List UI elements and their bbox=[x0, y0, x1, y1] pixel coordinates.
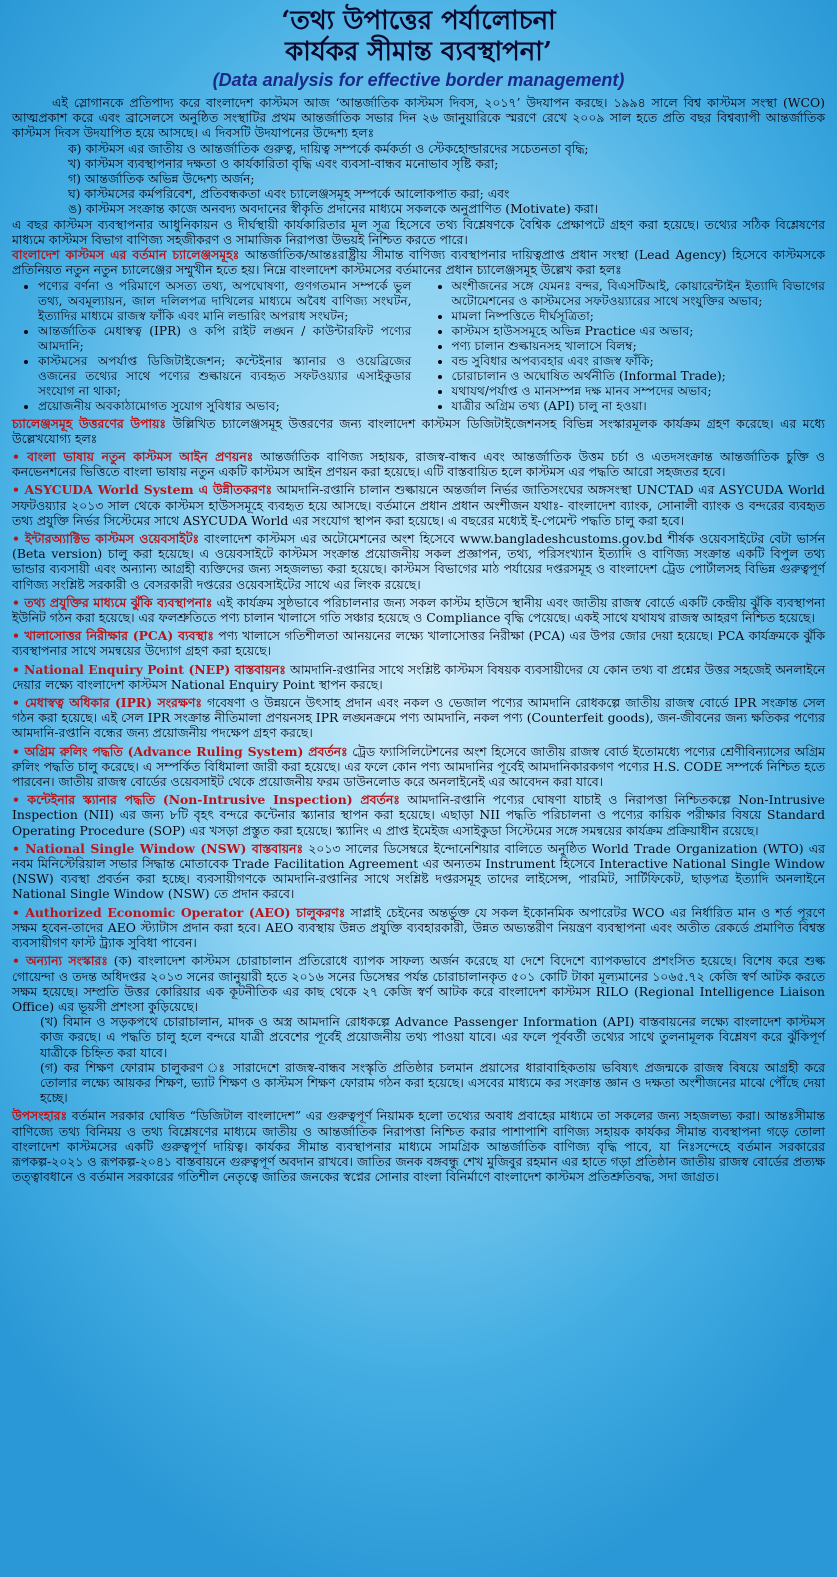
challenge-item: • পণ্য চালান শুল্কায়নসহ খালাসে বিলম্ব; bbox=[452, 339, 826, 354]
reform-text: ২০১৩ সালের ডিসেম্বরে ইন্দোনেশিয়ার বালিতে অনুষ্ঠিত World Trade Organization (WTO) এর নবম মিনিস্টেরিয়াল সভার সিদ্ধান্ত মোতাবেক Trade Facilitation Agreement এর অন্যতম Instrument হিসেবে Interactive National Single Window (NSW) ব্যবস্থা প্রবর্তন করা হচ্ছে। ব্যবসায়ীগণকে আমদানি-রপ্তানির সাথে সংশ্লিষ্ট দপ্তরসমূহ তাদের লাইসেন্স, পারমিট, সার্টিফিকেট, ছাড়পত্র ইত্যাদি অনলাইনে National Single Window (NSW) তে প্রদান করবে। bbox=[12, 840, 825, 902]
reform-text: আমদানি-রপ্তানির সাথে সংশ্লিষ্ট কাস্টমস বিষয়ক ব্যবসায়ীদের যে কোন তথ্য বা প্রশ্নের উত্তর সহজেই অনলাইনে দেয়ার লক্ষ্যে বাংলাদেশ কাস্টমস National Enquiry Point স্থাপন করছে। bbox=[12, 661, 825, 692]
reform-text: আমদানি-রপ্তানি পণ্যের ঘোষণা যাচাই ও নিরাপত্তা নিশ্চিতকল্পে Non-Intrusive Inspection (NII) এর জন্য ৮টি বৃহৎ বন্দরে কন্টেনার স্ক্যানার স্থাপন করা হয়েছে। এছাড়া NII পদ্ধতি পরিচালনা ও পণ্যের কায়িক পরীক্ষার বিষয়ে Standard Operating Procedure (SOP) এর খসড়া প্রস্তুত করা হয়েছে। স্ক্যানিং এ প্রাপ্ত ইমেইজ এসাইকুডা সিস্টেমের সঙ্গে সমন্বয়ের কার্যক্রম প্রক্রিয়াধীন রয়েছে। bbox=[12, 792, 825, 838]
reform-item bbox=[12, 482, 825, 528]
challenge-item: • কাস্টমস হাউসসমূহে অভিন্ন Practice এর অভাব; bbox=[452, 324, 826, 339]
challenges-left-column bbox=[12, 279, 412, 413]
bullet-icon: • bbox=[12, 482, 20, 498]
reform-text: ট্রেড ফ্যাসিলিটেশনের অংশ হিসেবে জাতীয় রাজস্ব বোর্ড ইতোমধ্যে পণ্যের শ্রেণীবিন্যাসের অগ্রিম রুলিং পদ্ধতি চালু করেছে। এ সম্পর্কিত বিধিমালা জারী করা হয়েছে। এর ফলে কোন পণ্য আমদানির পূর্বেই আমদানিকারকগণ পণ্যের H.S. CODE সম্পর্কে নিশ্চিত হতে পারবেন। জাতীয় রাজস্ব বোর্ডের ওয়েবসাইট থেকে প্রয়োজনীয় ফরম ডাউনলোড করে অনলাইনেই এর আবেদন করা যাবে। bbox=[12, 743, 825, 790]
reform-text: গবেষণা ও উন্নয়নে উৎসাহ প্রদান এবং নকল ও ভেজাল পণ্যের আমদানি রোধকল্পে জাতীয় রাজস্ব বোর্ডে IPR সংক্রান্ত সেল গঠন করা হয়েছে। এই সেল IPR সংক্রান্ত নীতিমালা প্রণয়নসহ IPR লঙ্ঘনক্রমে পণ্য আমদানি, নকল পণ্য (Counterfeit goods), জন-জীবনের জন্য ক্ষতিকর পণ্যের আমদানি-রপ্তানি বন্ধের জন্য প্রয়োজনীয় পদক্ষেপ গ্রহণ করছে। bbox=[12, 695, 825, 741]
objective-item: খ) কাস্টমস ব্যবস্থাপনার দক্ষতা ও কার্যকারিতা বৃদ্ধি এবং ব্যবসা-বান্ধব মনোভাব সৃষ্টি করা; bbox=[68, 155, 499, 171]
reform-text: বাংলাদেশ কাস্টমস এর অটোমেশনের অংশ হিসেবে www.bangladeshcustoms.gov.bd শীর্ষক ওয়েবসাইটের বেটা ভার্সন (Beta version) চালু করা হয়েছে। এ ওয়েবসাইটে কাস্টমস সংক্রান্ত প্রয়োজনীয় সকল প্রজ্ঞাপন, তথ্য, পরিসংখ্যান ইত্যাদি ও বাণিজ্য সংক্রান্ত একটি বিপুল তথ্য ভান্ডার ব্যবসায়ী এবং অন্যান্য আগ্রহী ব্যক্তিদের জন্য সহজলভ্য করা হয়েছে। কাস্টমস বিভাগের মাঠ পর্যায়ের দপ্তরসমূহ ও বাংলাদেশ ট্রেড পোর্টালসহ বিভিন্ন গুরুত্বপূর্ণ বাণিজ্য সংশ্লিষ্ট সরকারী ও বেসরকারী দপ্তরের ওয়েবসাইটের সাথে এর লিংক রয়েছে। bbox=[12, 531, 825, 592]
reform-heading: তথ্য প্রযুক্তির মাধ্যমে ঝুঁকি ব্যবস্থাপনাঃ bbox=[24, 594, 213, 610]
reform-heading: National Single Window (NSW) বাস্তবায়নঃ bbox=[25, 840, 304, 856]
challenge-item: • বন্ড সুবিধার অপব্যবহার এবং রাজস্ব ফাঁকি; bbox=[452, 354, 826, 369]
bullet-icon: • bbox=[12, 628, 20, 644]
bullet-icon: • bbox=[12, 743, 20, 759]
reform-item bbox=[12, 595, 825, 625]
reforms-list bbox=[12, 449, 825, 1105]
challenges-heading: বাংলাদেশ কাস্টমস এর বর্তমান চ্যালেঞ্জসমূহঃ bbox=[12, 247, 240, 263]
reform-item bbox=[12, 792, 825, 838]
reform-item bbox=[12, 662, 825, 692]
reform-heading: ইন্টারঅ্যাক্টিভ কাস্টমস ওয়েবসাইটঃ bbox=[24, 531, 200, 547]
reform-text: সাপ্লাই চেইনের অন্তর্ভুক্ত যে সকল ইকোনমিক অপারেটর WCO এর নির্ধারিত মান ও শর্ত পূরণে সক্ষম হবেন-তাদের AEO স্ট্যাটাস প্রদান করা হবে। AEO ব্যবস্থায় উন্নত প্রযুক্তি ব্যবহারকারী, উন্নত অভ্যন্তরীণ নিয়ন্ত্রণ ব্যবস্থাপনা এবং অতীত রেকর্ডে প্রমাণিত বিশ্বস্ত ব্যবসায়ীগণ ফাস্ট ট্র্যাক সুবিধা পাবেন। bbox=[12, 904, 825, 951]
objective-item: গ) আন্তর্জাতিক অভিন্ন উদ্দেশ্য অর্জন; bbox=[68, 171, 255, 187]
reform-heading: বাংলা ভাষায় নতুন কাস্টমস আইন প্রণয়নঃ bbox=[27, 449, 254, 464]
reform-heading: ASYCUDA World System এ উন্নীতকরণঃ bbox=[24, 482, 273, 498]
challenge-item: • মামলা নিষ্পত্তিতে দীর্ঘসূত্রিতা; bbox=[452, 309, 826, 324]
bullet-icon: • bbox=[12, 953, 20, 969]
subtitle: (Data analysis for effective border management) bbox=[212, 70, 625, 90]
reform-heading: খালাসোত্তর নিরীক্ষার (PCA) ব্যবস্থাঃ bbox=[24, 628, 214, 644]
bullet-icon: • bbox=[12, 792, 20, 808]
reform-heading: Authorized Economic Operator (AEO) চালুকরণঃ bbox=[25, 904, 346, 920]
reform-text: এই কার্যক্রম সুষ্ঠভাবে পরিচালনার জন্য সকল কাস্টম হাউসে স্থানীয় এবং জাতীয় রাজস্ব বোর্ডে একটি কেন্দ্রীয় ঝুঁকি ব্যবস্থাপনা ইউনিট গঠন করা হয়েছে। এর ফলশ্রুতিতে পণ্য চালান খালাসে গতি সঞ্চার হয়েছে ও Compliance বৃদ্ধি পেয়েছে। একই সাথে যথাযথ রাজস্ব আহরণ নিশ্চিত হয়েছে। bbox=[12, 594, 825, 626]
bullet-icon: • bbox=[12, 531, 20, 547]
reform-item bbox=[12, 449, 825, 479]
reform-item bbox=[12, 953, 825, 1014]
intro-paragraph: এই স্লোগানকে প্রতিপাদ্য করে বাংলাদেশ কাস্টমস আজ ‘আন্তর্জাতিক কাস্টমস দিবস, ২০১৭’ উদযাপন করছে। ১৯৯৪ সালে বিশ্ব কাস্টমস সংস্থা (WCO) আত্মপ্রকাশ করে এবং ব্রাসেলসে অনুষ্ঠিত সংস্থাটির প্রথম আন্তর্জাতিক সভার দিন ২৬ জানুয়ারিকে স্মরণে রেখে ২০০৯ সাল হতে প্রতি বছর বিশ্বব্যাপী আন্তর্জাতিক কাস্টমস দিবস উদযাপিত হয়ে আসছে। এ দিবসটি উদযাপনের উদ্দেশ্য হলঃ bbox=[12, 95, 825, 141]
reform-text: (ক) বাংলাদেশ কাস্টমস চোরাচালান প্রতিরোধে ব্যাপক সাফল্য অর্জন করেছে যা দেশে বিদেশে ব্যাপকভাবে প্রশংসিত হয়েছে। বিশেষ করে শুল্ক গোয়েন্দা ও তদন্ত অধিদপ্তর ২০১৩ সনের জানুয়ারী হতে ২০১৬ সনের ডিসেম্বর পর্যন্ত চোরাচালানকৃত ৫০১ কোটি টাকা মূল্যমানের ১০৬৫.৭২ কেজি স্বর্ণ আটক করতে সক্ষম হয়েছে। সম্প্রতি উত্তর কোরিয়ার এক কূটনীতিক এর কাছ থেকে ২৭ কেজি স্বর্ণ আটক করে বাংলাদেশ কাস্টমস RILO (Regional Intelligence Liaison Office) এর ভূয়সী প্রশংসা কুড়িয়েছে। bbox=[12, 953, 826, 1014]
remedy-heading: চ্যালেঞ্জসমূহ উত্তরণের উপায়ঃ bbox=[12, 415, 166, 431]
reform-item bbox=[12, 841, 825, 902]
challenge-item: • কাস্টমসের অপর্যাপ্ত ডিজিটাইজেশন; কন্টেইনার স্ক্যানার ও ওয়েব্রিজের ওজনের তথ্যের সাথে পণ্যের শুল্কায়নে ব্যবহৃত সফটওয়্যার এসাইকুডার সংযোগ না থাকা; bbox=[38, 354, 412, 399]
challenge-item: • প্রয়োজনীয় অবকাঠামোগত সুযোগ সুবিধার অভাব; bbox=[38, 399, 412, 414]
bullet-icon: • bbox=[12, 449, 20, 464]
challenge-item: • অংশীজনের সঙ্গে যেমনঃ বন্দর, বিএসটিআই, কোয়ারেন্টাইন ইত্যাদি বিভাগের অটোমেশনের ও কাস্টমসের সফটওয়্যারের সাথে সংযুক্তির অভাব; bbox=[452, 279, 826, 309]
reform-item bbox=[12, 744, 825, 790]
conclusion-paragraph bbox=[12, 1108, 825, 1184]
challenge-item: • যথাযথ/পর্যাপ্ত ও মানসম্পন্ন দক্ষ মানব সম্পদের অভাব; bbox=[452, 384, 826, 399]
objective-item: ঙ) কাস্টমস সংক্রান্ত কাজে অনবদ্য অবদানের স্বীকৃতি প্রদানের মাধ্যমে সকলকে অনুপ্রাণিত (Motivate) করা। bbox=[68, 201, 599, 217]
reform-heading: অন্যান্য সংস্কারঃ bbox=[25, 953, 108, 969]
reform-heading: কন্টেইনার স্ক্যানার পদ্ধতি (Non-Intrusive Inspection) প্রবর্তনঃ bbox=[27, 792, 400, 808]
bullet-icon: • bbox=[12, 695, 20, 711]
challenge-item: • যাত্রীর অগ্রিম তথ্য (API) চালু না হওয়া। bbox=[452, 399, 826, 414]
bullet-icon: • bbox=[12, 904, 20, 920]
title-line-1: ‘তথ্য উপাত্তের পর্যালোচনা bbox=[281, 6, 556, 36]
reform-text: আন্তর্জাতিক বাণিজ্য সহায়ক, রাজস্ব-বান্ধব এবং আন্তর্জাতিক উত্তম চর্চা ও এতদসংক্রান্ত আন্তর্জাতিক চুক্তি ও কনভেনশনের ভিত্তিতে বাংলা ভাষায় নতুন একটি কাস্টমস আইন প্রণয়ন করা হয়েছে। এটি বাস্তবায়িত হলে কাস্টমস এর পদ্ধতি আরো সহজতর হবে। bbox=[12, 449, 825, 480]
challenges-columns bbox=[12, 279, 825, 413]
reform-heading: অগ্রিম রুলিং পদ্ধতি (Advance Ruling System) প্রবর্তনঃ bbox=[24, 743, 348, 759]
objectives-list bbox=[12, 141, 825, 217]
after-objectives-paragraph: এ বছর কাস্টমস ব্যবস্থাপনার আধুনিকায়ন ও দীর্ঘস্থায়ী কার্যকারিতার মূল সূত্র হিসেবে তথ্য বিশ্লেষণকে বৈশ্বিক প্রেক্ষাপটে গ্রহণ করা হয়েছে। তথ্যের সঠিক বিশ্লেষণের মাধ্যমে কাস্টমস বিভাগ বাণিজ্য সহজীকরণ ও সামাজিক নিরাপত্তা উভয়ই নিশ্চিত করতে পারে। bbox=[12, 216, 825, 247]
bullet-icon: • bbox=[12, 840, 20, 856]
reform-item bbox=[12, 531, 825, 592]
remedy-intro: উল্লিখিত চ্যালেঞ্জসমূহ উত্তরণের জন্য বাংলাদেশ কাস্টমস ডিজিটাইজেশনসহ বিভিন্ন সংস্কারমূলক কার্যক্রম গ্রহণ করেছে। এর মধ্যে উল্লেখযোগ্য হলঃ bbox=[12, 415, 825, 446]
challenge-item: • পণ্যের বর্ণনা ও পরিমাণে অসত্য তথ্য, অপঘোষণা, গুণগতমান সম্পর্কে ভুল তথ্য, অবমূল্যায়ন, জাল দলিলপত্র দাখিলের মাধ্যমে অবৈধ বাণিজ্য সংঘটন, ইত্যাদির মাধ্যমে রাজস্ব ফাঁকি এবং মানি লন্ডারিং অপরাধ সংঘটন; bbox=[38, 279, 412, 324]
challenges-right-column bbox=[426, 279, 826, 413]
conclusion-text: বর্তমান সরকার ঘোষিত “ডিজিটাল বাংলাদেশ” এর গুরুত্বপূর্ণ নিয়ামক হলো তথ্যের অবাধ প্রবাহের মাধ্যমে তা সকলের জন্য সহজলভ্য করা। আন্তঃসীমান্ত বাণিজ্যে তথ্য বিনিময় ও তথ্য বিশ্লেষণের মাধ্যমে জাতীয় ও আন্তর্জাতিক নিরাপত্তা নিশ্চিত করার পাশাপাশি বাণিজ্য সহায়ক কার্যকর সীমান্ত ব্যবস্থাপনা গড়ে তোলা বাংলাদেশ কাস্টমসের একটি গুরুত্বপূর্ণ দায়িত্ব। কার্যকর সীমান্ত ব্যবস্থাপনার মাধ্যমে সামগ্রিক আন্তর্জাতিক বাণিজ্য বৃদ্ধি পাবে, যা নিঃসন্দেহে বর্তমান সরকারের রূপকল্প-২০২১ ও রূপকল্প-২০৪১ বাস্তবায়নে গুরুত্বপূর্ণ অবদান রাখবে। জাতির জনক বঙ্গবন্ধু শেখ মুজিবুর রহমান এর হাতে গড়া প্রতিষ্ঠান জাতীয় রাজস্ব বোর্ডের প্রত্যক্ষ তত্ত্বাবধানে ও বর্তমান সরকারের গতিশীল নেতৃত্বে জাতির জনকের স্বপ্নের সোনার বাংলা বিনির্মাণে বাংলাদেশ কাস্টমস প্রতিশ্রুতিবদ্ধ, সদা জাগ্রত। bbox=[12, 1108, 825, 1185]
reform-item bbox=[12, 628, 825, 658]
other-reform-kha: (খ) বিমান ও সড়কপথে চোরাচালান, মাদক ও অস্ত্র আমদানি রোধকল্পে Advance Passenger Information (API) বাস্তবায়নের লক্ষ্যে বাংলাদেশ কাস্টমস কাজ করছে। এ পদ্ধতি চালু হলে বন্দরে যাত্রী প্রবেশের পূর্বেই প্রয়োজনীয় তথ্য পাওয়া যাবে। এর ফলে পূর্ববর্তী তথ্যের সাথে তুলনামূলক বিশ্লেষণ করে ঝুঁকিপূর্ণ যাত্রীকে চিহ্নিত করা যাবে। bbox=[40, 1014, 825, 1060]
reform-item bbox=[12, 905, 825, 951]
reform-text: পণ্য খালাসে গতিশীলতা আনয়নের লক্ষ্যে খালাসোত্তর নিরীক্ষা (PCA) এর উপর জোর দেয়া হয়েছে। PCA কার্যক্রমকে ঝুঁকি ব্যবস্থাপনার সাথে সমন্বয়ের উদ্যোগ গ্রহণ করা হয়েছে। bbox=[12, 628, 825, 659]
objective-item: ক) কাস্টমস এর জাতীয় ও আন্তর্জাতিক গুরুত্ব, দায়িত্ব সম্পর্কে কর্মকর্তা ও স্টেকহোল্ডারদের সচেতনতা বৃদ্ধি; bbox=[68, 140, 589, 156]
other-reform-ga: (গ) কর শিক্ষণ ফোরাম চালুকরণ ঃ সারাদেশে রাজস্ব-বান্ধব সংস্কৃতি প্রতিষ্ঠার চলমান প্রয়াসের ধারাবাহিকতায় ভবিষ্যৎ প্রজন্মকে রাজস্ব বিষয়ে আগ্রহী করে তোলার লক্ষ্যে আয়কর শিক্ষণ, ভ্যাট শিক্ষণ ও কাস্টমস শিক্ষণ ফোরাম গঠন করা হয়েছে। এসবের মাধ্যমে কর সংক্রান্ত জ্ঞান ও দক্ষতা অংশীজনের মাঝে পৌঁছে দেয়া হচ্ছে। bbox=[40, 1059, 825, 1106]
bullet-icon: • bbox=[12, 661, 20, 677]
bullet-icon: • bbox=[12, 594, 20, 610]
title-line-2: কার্যকর সীমান্ত ব্যবস্থাপনা’ bbox=[285, 37, 552, 67]
objective-item: ঘ) কাস্টমসের কর্মপরিবেশ, প্রতিবন্ধকতা এবং চ্যালেঞ্জসমূহ সম্পর্কে আলোকপাত করা; এবং bbox=[68, 186, 510, 202]
conclusion-heading: উপসংহারঃ bbox=[12, 1108, 68, 1124]
challenges-intro: আন্তর্জাতিক/আন্তঃরাষ্ট্রীয় সীমান্ত বাণিজ্য ব্যবস্থাপনার দায়িত্বপ্রাপ্ত প্রধান সংস্থা (Lead Agency) হিসেবে কাস্টমসকে প্রতিনিয়ত নতুন নতুন চ্যালেঞ্জের সম্মুখীন হতে হয়। নিম্নে বাংলাদেশ কাস্টমসের বর্তমানের প্রধান চ্যালেঞ্জসমূহ উল্লেখ করা হলঃ bbox=[12, 247, 826, 278]
remedy-paragraph bbox=[12, 416, 825, 446]
challenges-paragraph bbox=[12, 247, 825, 277]
reform-heading: মেধাস্বত্ব অধিকার (IPR) সংরক্ষণঃ bbox=[24, 695, 202, 711]
challenge-item: • চোরাচালান ও অঘোষিত অর্থনীতি (Informal Trade); bbox=[452, 369, 826, 384]
reform-item bbox=[12, 695, 825, 741]
challenge-item: • আন্তর্জাতিক মেধাস্বত্ব (IPR) ও কপি রাইট লঙ্ঘন / কাউন্টারফিট পণ্যের আমদানি; bbox=[38, 324, 412, 354]
reform-text: আমদানি-রপ্তানি চালান শুল্কায়নে অন্তর্জাল নির্ভর জাতিসংঘের অঙ্গসংস্থা UNCTAD এর ASYCUDA World সফটওয়্যার ২০১৩ সাল থেকে কাস্টমস হাউসসমূহে ব্যবহৃত হয়ে আসছে। বর্তমানে প্রধান প্রধান অংশীজন যথাঃ- বাংলাদেশ ব্যাংক, সোনালী ব্যাংক ও বন্দরের ব্যবহৃত তথ্য প্রযুক্তি নির্ভর সিস্টেমের সাথে ASYCUDA World এর সংযোগ স্থাপন করা হয়েছে। এ বছরের মধ্যেই ই-পেমেন্ট পদ্ধতি চালু করা হবে। bbox=[12, 482, 825, 528]
reform-heading: National Enquiry Point (NEP) বাস্তবায়নঃ bbox=[24, 661, 286, 677]
